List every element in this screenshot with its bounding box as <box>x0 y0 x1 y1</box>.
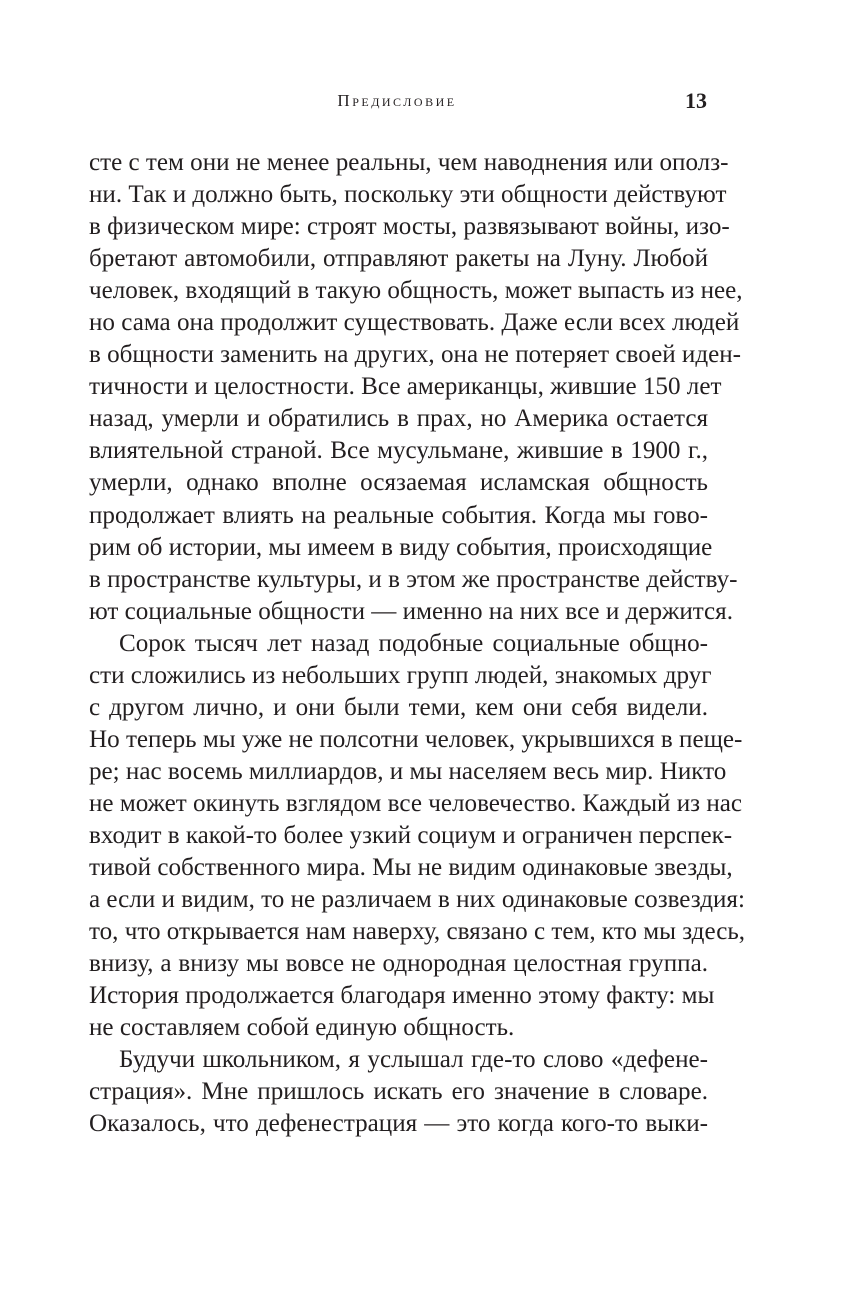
text-line: ни. Так и должно быть, поскольку эти общности действуют <box>89 181 727 209</box>
page-header <box>87 88 707 118</box>
text-line: не может окинуть взглядом все человечество. Каждый из нас <box>89 789 743 817</box>
text-line: назад, умерли и обратились в прах, но Америка остается <box>89 405 708 433</box>
text-line: человек, входящий в такую общность, может выпасть из нее, <box>89 277 743 305</box>
text-line: рим об истории, мы имеем в виду события, происходящие <box>89 533 713 561</box>
page-number: 13 <box>685 88 707 113</box>
text-line: но сама она продолжит существовать. Даже если всех людей <box>89 309 740 337</box>
text-line: в пространстве культуры, и в этом же пространстве действу- <box>89 565 738 593</box>
text-line: умерли, однако вполне осязаемая исламская общность <box>89 469 708 497</box>
text-line: а если и видим, то не различаем в них одинаковые созвездия: <box>89 886 745 914</box>
body-text <box>89 147 746 1140</box>
paragraph-1 <box>89 147 743 628</box>
text-line: то, что открывается нам наверху, связано с тем, кто мы здесь, <box>89 918 746 946</box>
paragraph-3 <box>89 1044 708 1140</box>
paragraph-2 <box>89 628 746 1045</box>
text-line: тивой собственного мира. Мы не видим одинаковые звезды, <box>89 854 733 882</box>
text-line: ют социальные общности — именно на них все и держится. <box>89 597 733 625</box>
text-line: входит в какой-то более узкий социум и ограничен перспек- <box>89 821 733 849</box>
text-line: История продолжается благодаря именно этому факту: мы <box>89 982 715 1010</box>
text-line: ре; нас восемь миллиардов, и мы населяем весь мир. Никто <box>89 757 727 785</box>
text-line: влиятельной страной. Все мусульмане, жившие в 1900 г., <box>89 437 708 465</box>
running-head: Предисловие <box>337 91 457 110</box>
text-line: в физическом мире: строят мосты, развязывают войны, изо- <box>89 213 730 241</box>
text-line: Сорок тысяч лет назад подобные социальные общно- <box>119 629 708 657</box>
text-line: тичности и целостности. Все американцы, жившие 150 лет <box>89 373 722 401</box>
text-line: Оказалось, что дефенестрация — это когда кого-то выки- <box>89 1110 708 1138</box>
text-line: с другом лично, и они были теми, кем они себя видели. <box>89 693 708 721</box>
text-line: бретают автомобили, отправляют ракеты на Луну. Любой <box>89 245 708 273</box>
text-line: в общности заменить на других, она не потеряет своей иден- <box>89 341 742 369</box>
text-line: сте с тем они не менее реальны, чем наводнения или ополз- <box>89 149 729 176</box>
text-line: Будучи школьником, я услышал где-то слово «дефене- <box>119 1046 708 1074</box>
text-line: внизу, а внизу мы вовсе не однородная целостная группа. <box>89 950 708 978</box>
text-line: не составляем собой единую общность. <box>89 1014 515 1042</box>
text-line: продолжает влиять на реальные события. Когда мы гово- <box>89 501 708 529</box>
text-line: страция». Мне пришлось искать его значение в словаре. <box>89 1078 708 1106</box>
text-line: сти сложились из небольших групп людей, знакомых друг <box>89 661 712 689</box>
text-line: Но теперь мы уже не полсотни человек, укрывшихся в пеще- <box>89 725 743 753</box>
